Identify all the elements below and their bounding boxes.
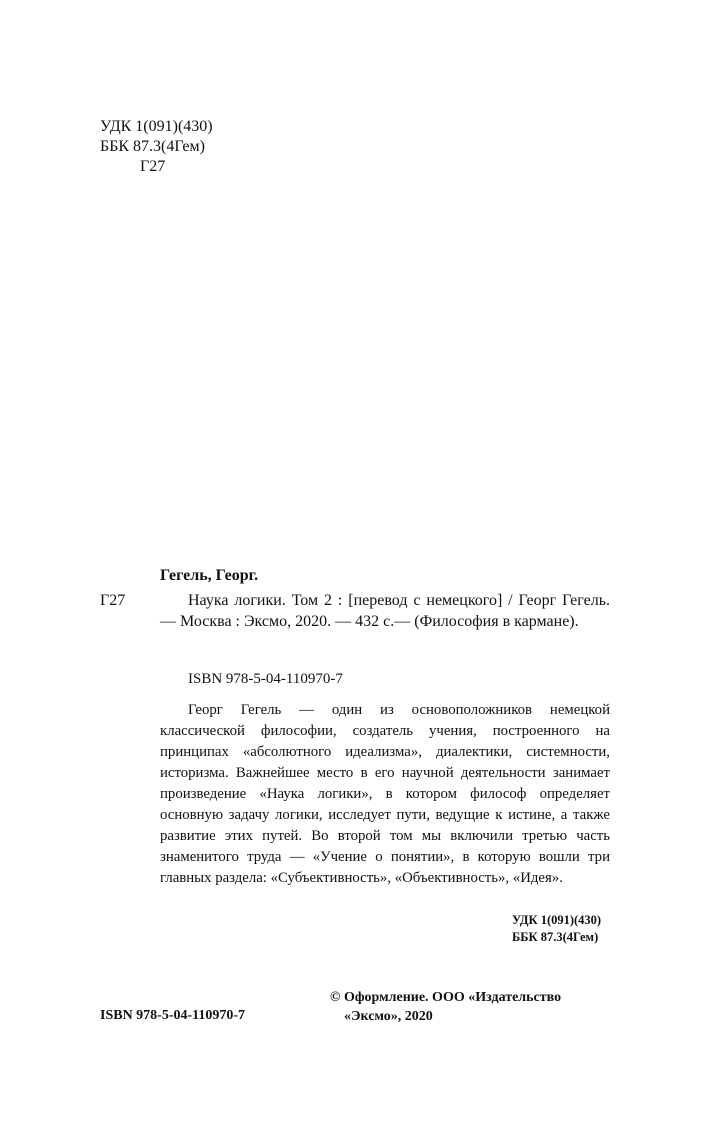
footer-classification-codes xyxy=(512,912,601,946)
record-isbn: ISBN 978-5-04-110970-7 xyxy=(188,671,343,687)
record-author-mark: Г27 xyxy=(100,592,126,609)
author-mark: Г27 xyxy=(140,158,166,175)
copyright-line-2: «Эксмо», 2020 xyxy=(344,1009,433,1024)
udk-code: УДК 1(091)(430) xyxy=(100,118,213,135)
footer-bbk-code: ББК 87.3(4Гем) xyxy=(512,930,599,944)
copyright-notice xyxy=(330,988,620,1026)
annotation-text: Георг Гегель — один из основоположников немецкой классической философии, создатель учения, построенного на принципах «абсолютного идеализма», диалектики, системности, историзма. Важнейшее место в его научной деятельности занимает произведение «Наука логики», в котором философ определяет основную задачу логики, исследует пути, ведущие к истине, а также развитие этих путей. Во второй том мы включили третью часть знаменитого труда — «Учение о понятии», в которую вошли три главных раздела: «Субъективность», «Объективность», «Идея». xyxy=(160,702,610,886)
footer-udk-code: УДК 1(091)(430) xyxy=(512,913,602,927)
author-heading: Гегель, Георг. xyxy=(160,567,259,584)
bbk-code: ББК 87.3(4Гем) xyxy=(100,138,205,155)
isbn-bottom: ISBN 978-5-04-110970-7 xyxy=(100,1008,246,1023)
top-classification-codes xyxy=(100,117,213,177)
copyright-line-1: © Оформление. ООО «Издательство xyxy=(330,990,562,1005)
bibliographic-description: Наука логики. Том 2 : [перевод с немецкого] / Георг Гегель. — Москва : Эксмо, 2020. — 432 с.— (Философия в кармане). xyxy=(160,592,610,630)
